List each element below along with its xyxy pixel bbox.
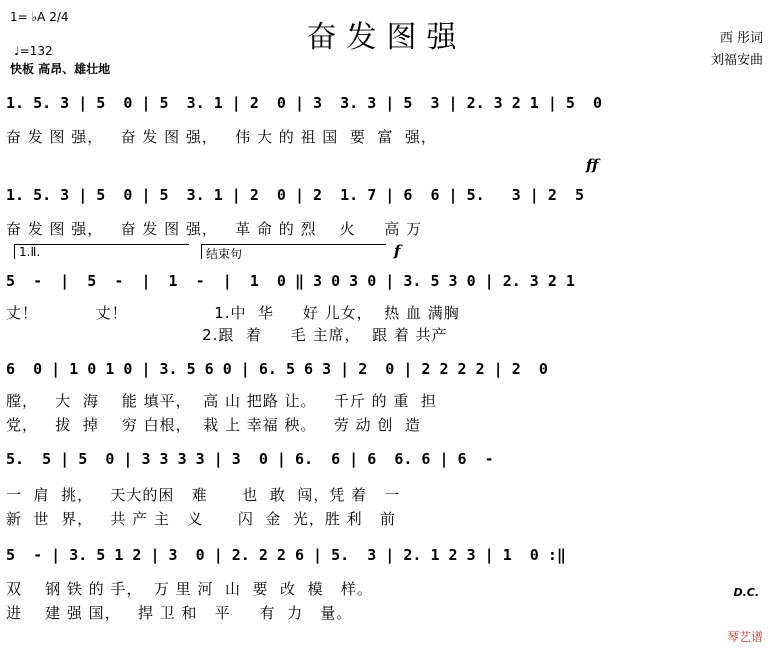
lyric-line: 2.跟 着 毛 主席， 跟 着 共产 xyxy=(6,326,448,344)
lyric-line: 进 建 强 国， 捍 卫 和 平 有 力 量。 xyxy=(6,604,353,622)
notation-line: 6 0 | 1 0 1 0 | 3. 5 6 0 | 6. 5 6 3 | 2 0 | 2 2 2 2 | 2 0 xyxy=(6,360,548,378)
dynamic-f: f xyxy=(394,242,401,260)
expression-marking: 快板 高昂、雄壮地 xyxy=(10,62,111,76)
volta-bracket: 1.Ⅱ. xyxy=(14,244,189,259)
da-capo-marking: D.C. xyxy=(733,586,759,599)
ending-bracket: 结束句 xyxy=(201,244,386,259)
notation-line: 5 - | 3. 5 1 2 | 3 0 | 2. 2 2 6 | 5. 3 | 2. 1 2 3 | 1 0 :‖ xyxy=(6,546,566,564)
song-title: 奋发图强 xyxy=(306,20,467,55)
credits xyxy=(711,28,763,72)
key-signature: 1= ♭A 2/4 xyxy=(10,10,69,24)
notation-line: 1. 5. 3 | 5 0 | 5 3. 1 | 2 0 | 2 1. 7 | 6 6 | 5. 3 | 2 5 xyxy=(6,186,584,204)
tempo-marking: ♩=132 xyxy=(14,44,53,58)
lyric-line: 丈！ 丈！ 1.中 华 好 儿女， 热 血 满胸 xyxy=(6,304,460,322)
watermark-logo: 琴艺谱 xyxy=(726,630,763,644)
lyric-line: 双 钢 铁 的 手， 万 里 河 山 要 改 模 样。 xyxy=(6,580,373,598)
notation-line: 1. 5. 3 | 5 0 | 5 3. 1 | 2 0 | 3 3. 3 | 5 3 | 2. 3 2 1 | 5 0 xyxy=(6,94,603,112)
lyric-line: 党， 拔 掉 穷 白根， 栽 上 幸福 秧。 劳 动 创 造 xyxy=(6,416,421,434)
composer: 刘福安曲 xyxy=(710,53,763,68)
notation-line: 5 - | 5 - | 1 - | 1 0 ‖ 3 0 3 0 | 3. 5 3 0 | 2. 3 2 1 xyxy=(6,272,575,290)
lyric-line: 膛， 大 海 能 填平， 高 山 把路 让。 千斤 的 重 担 xyxy=(6,392,437,410)
lyric-line: 一 肩 挑， 天大的困 难 也 敢 闯，凭 着 一 xyxy=(6,486,401,504)
lyric-line: 奋 发 图 强， 奋 发 图 强， 革 命 的 烈 火 高 万 xyxy=(6,220,423,238)
lyric-line: 奋 发 图 强， 奋 发 图 强， 伟 大 的 祖 国 要 富 强， xyxy=(6,128,437,146)
lyricist: 西 彤词 xyxy=(719,31,763,46)
dynamic-ff: ff xyxy=(586,156,599,174)
lyric-line: 新 世 界， 共 产 主 义 闪 金 光，胜 利 前 xyxy=(6,510,396,528)
notation-line: 5. 5 | 5 0 | 3 3 3 3 | 3 0 | 6. 6 | 6 6. 6 | 6 - xyxy=(6,450,494,468)
